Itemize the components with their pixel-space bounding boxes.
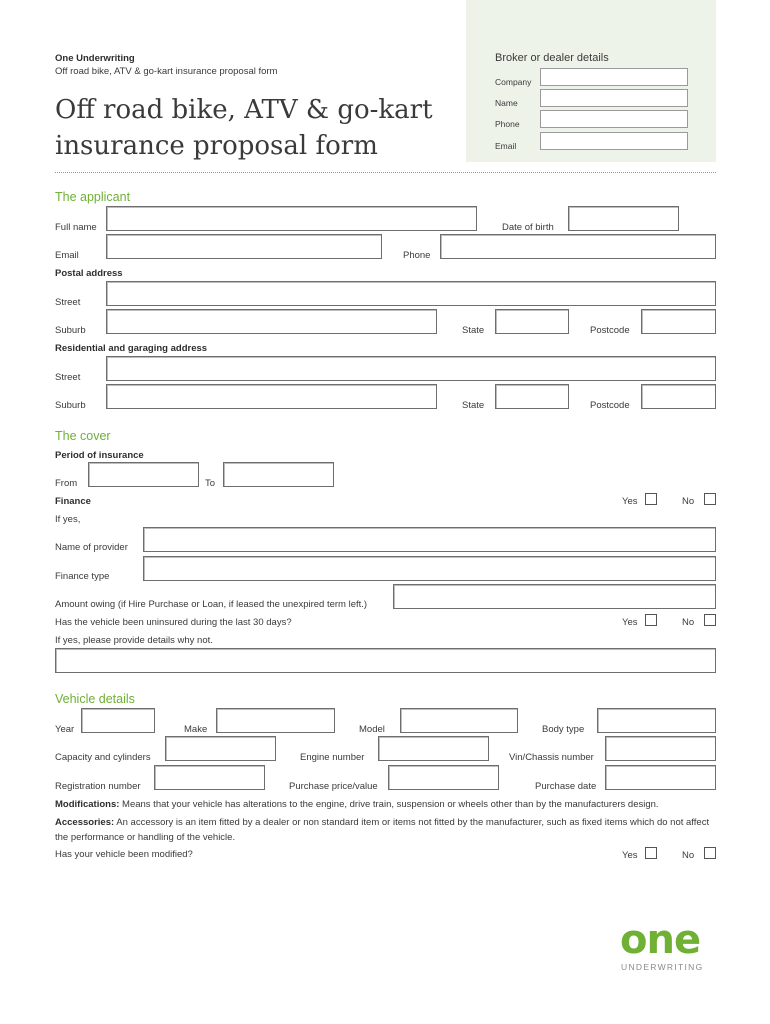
modified-yes-checkbox[interactable] <box>645 847 657 859</box>
page-title <box>55 92 433 164</box>
purchase-price-field[interactable] <box>388 765 499 790</box>
postal-suburb-label: Suburb <box>55 325 86 336</box>
make-label: Make <box>184 724 208 735</box>
full-name-field[interactable] <box>106 206 477 231</box>
amount-owing-label: Amount owing (if Hire Purchase or Loan, if leased the unexpired term left.) <box>55 599 368 610</box>
uninsured-details-field[interactable] <box>55 648 716 673</box>
model-label: Model <box>359 724 385 735</box>
uninsured-no-label: No <box>682 617 695 628</box>
res-suburb-label: Suburb <box>55 400 86 411</box>
phone-field[interactable] <box>440 234 716 259</box>
model-field[interactable] <box>400 708 518 733</box>
logo-subtext: UNDERWRITING <box>621 962 704 972</box>
postal-address-heading: Postal address <box>55 268 123 279</box>
residential-address-heading: Residential and garaging address <box>55 343 208 354</box>
phone-label: Phone <box>403 250 431 261</box>
finance-no-label: No <box>682 496 695 507</box>
one-underwriting-logo <box>620 917 720 980</box>
broker-panel <box>466 0 716 162</box>
finance-yes-label: Yes <box>622 496 638 507</box>
header-divider <box>55 172 716 173</box>
modified-question: Has your vehicle been modified? <box>55 849 193 860</box>
purchase-date-field[interactable] <box>605 765 716 790</box>
postal-street-label: Street <box>55 297 81 308</box>
form-subtitle: Off road bike, ATV & go-kart insurance proposal form <box>55 66 278 77</box>
provider-label: Name of provider <box>55 542 128 553</box>
make-field[interactable] <box>216 708 335 733</box>
modified-yes-label: Yes <box>622 850 638 861</box>
finance-type-field[interactable] <box>143 556 716 581</box>
uninsured-no-checkbox[interactable] <box>704 614 716 626</box>
finance-yes-checkbox[interactable] <box>645 493 657 505</box>
modifications-note <box>55 797 720 812</box>
cover-heading: The cover <box>55 429 111 443</box>
capacity-field[interactable] <box>165 736 276 761</box>
purchase-price-label: Purchase price/value <box>289 781 378 792</box>
full-name-label: Full name <box>55 222 97 233</box>
accessories-text: An accessory is an item fitted by a dealer or non standard item or items not fitted by the manufacturer, such as fixed items which do not affect the performance or handling of the vehicle. <box>55 817 710 843</box>
vin-label: Vin/Chassis number <box>509 752 594 763</box>
dob-field[interactable] <box>568 206 679 231</box>
broker-email-field[interactable] <box>540 132 688 150</box>
company-name: One Underwriting <box>55 53 135 64</box>
postal-street-field[interactable] <box>106 281 716 306</box>
from-label: From <box>55 478 78 489</box>
broker-email-label: Email <box>495 141 517 151</box>
amount-owing-field[interactable] <box>393 584 716 609</box>
email-label: Email <box>55 250 79 261</box>
postal-postcode-label: Postcode <box>590 325 630 336</box>
res-state-field[interactable] <box>495 384 569 409</box>
logo-word: one <box>620 917 701 963</box>
res-street-field[interactable] <box>106 356 716 381</box>
to-date-field[interactable] <box>223 462 334 487</box>
uninsured-question: Has the vehicle been uninsured during the last 30 days? <box>55 617 292 628</box>
uninsured-details-label: If yes, please provide details why not. <box>55 635 213 646</box>
finance-no-checkbox[interactable] <box>704 493 716 505</box>
postal-postcode-field[interactable] <box>641 309 716 334</box>
broker-heading: Broker or dealer details <box>495 52 609 64</box>
broker-phone-field[interactable] <box>540 110 688 128</box>
year-label: Year <box>55 724 75 735</box>
vehicle-heading: Vehicle details <box>55 692 135 706</box>
body-type-label: Body type <box>542 724 585 735</box>
broker-name-label: Name <box>495 98 518 108</box>
to-label: To <box>205 478 216 489</box>
finance-type-label: Finance type <box>55 571 110 582</box>
accessories-note <box>55 815 717 845</box>
engine-number-label: Engine number <box>300 752 365 763</box>
title-line-1: Off road bike, ATV & go-kart <box>55 95 433 125</box>
postal-state-label: State <box>462 325 485 336</box>
registration-label: Registration number <box>55 781 141 792</box>
modified-no-checkbox[interactable] <box>704 847 716 859</box>
registration-field[interactable] <box>154 765 265 790</box>
if-yes-label: If yes, <box>55 514 81 525</box>
broker-company-label: Company <box>495 77 532 87</box>
broker-phone-label: Phone <box>495 119 520 129</box>
postal-state-field[interactable] <box>495 309 569 334</box>
modifications-text: Means that your vehicle has alterations to the engine, drive train, suspension or wheels other than by the manufacturers design. <box>119 799 659 810</box>
postal-suburb-field[interactable] <box>106 309 437 334</box>
broker-name-field[interactable] <box>540 89 688 107</box>
modified-no-label: No <box>682 850 695 861</box>
modifications-term: Modifications: <box>55 799 120 810</box>
uninsured-yes-checkbox[interactable] <box>645 614 657 626</box>
title-line-2: insurance proposal form <box>55 131 378 161</box>
applicant-heading: The applicant <box>55 190 131 204</box>
broker-company-field[interactable] <box>540 68 688 86</box>
provider-field[interactable] <box>143 527 716 552</box>
vin-field[interactable] <box>605 736 716 761</box>
purchase-date-label: Purchase date <box>535 781 597 792</box>
body-type-field[interactable] <box>597 708 716 733</box>
res-postcode-label: Postcode <box>590 400 630 411</box>
email-field[interactable] <box>106 234 382 259</box>
capacity-label: Capacity and cylinders <box>55 752 151 763</box>
period-heading: Period of insurance <box>55 450 144 461</box>
res-street-label: Street <box>55 372 81 383</box>
res-state-label: State <box>462 400 485 411</box>
dob-label: Date of birth <box>502 222 554 233</box>
uninsured-yes-label: Yes <box>622 617 638 628</box>
res-postcode-field[interactable] <box>641 384 716 409</box>
from-date-field[interactable] <box>88 462 199 487</box>
year-field[interactable] <box>81 708 155 733</box>
res-suburb-field[interactable] <box>106 384 437 409</box>
engine-number-field[interactable] <box>378 736 489 761</box>
accessories-term: Accessories: <box>55 817 115 828</box>
finance-label: Finance <box>55 496 91 507</box>
